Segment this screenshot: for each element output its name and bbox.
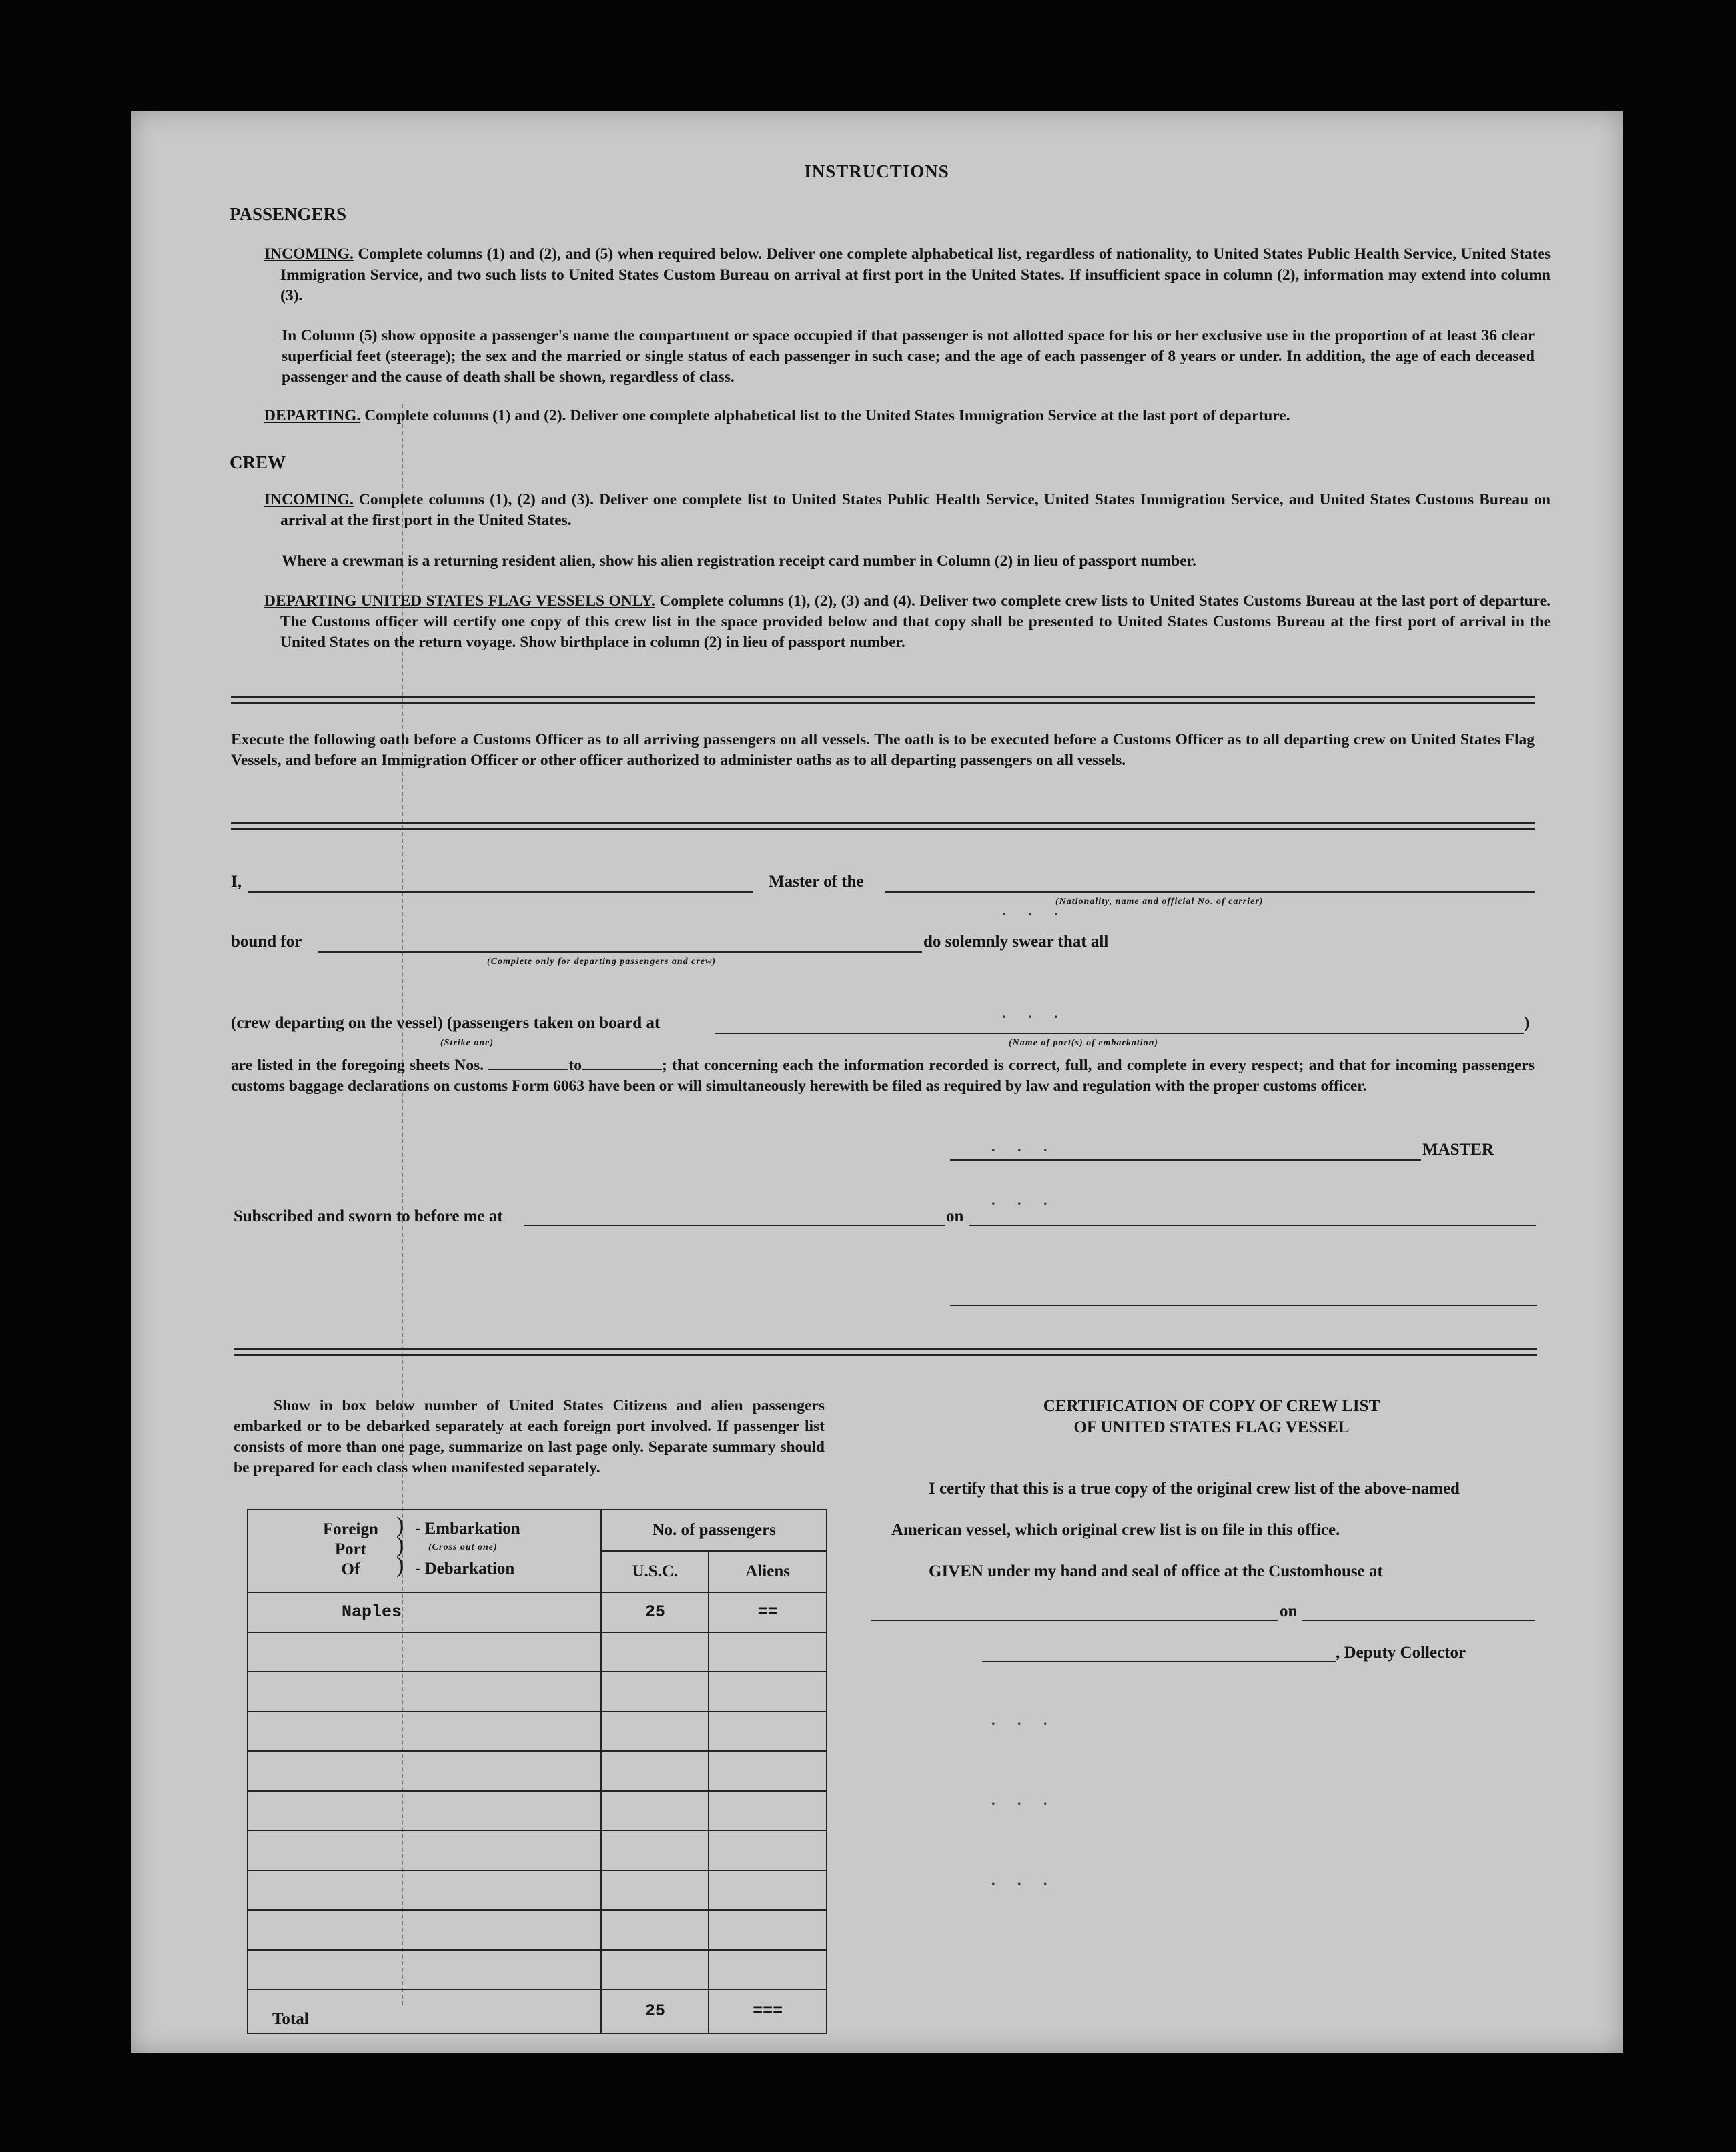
oath-i-label: I, <box>231 873 242 891</box>
subscribed-date-field[interactable] <box>969 1225 1536 1226</box>
certification-heading <box>958 1396 1465 1438</box>
deputy-signature-field[interactable] <box>982 1661 1336 1662</box>
total-row <box>248 1989 827 2033</box>
total-label: Total <box>248 1989 601 2033</box>
passengers-departing-paragraph <box>264 406 1535 426</box>
scan-dots: . . . <box>991 1792 1057 1808</box>
crew-incoming-paragraph <box>264 490 1551 531</box>
debarkation-label: - Debarkation <box>415 1560 515 1578</box>
port-cell[interactable] <box>248 1632 601 1672</box>
summary-intro: Show in box below number of United States Citizens and alien passengers embarked or to be debarked separately at each foreign port involved. If passenger list consists of more than one page, summarize on last page only. Separate summary should be prepared for each class when manifested separately. <box>234 1397 825 1476</box>
master-of-label: Master of the <box>769 873 864 891</box>
bound-for-label: bound for <box>231 933 302 951</box>
form-sheet <box>131 111 1623 2053</box>
port-cell[interactable] <box>248 1870 601 1911</box>
usc-cell[interactable] <box>601 1632 709 1672</box>
scan-dots: . . . <box>1002 1005 1067 1021</box>
subscribed-on-label: on <box>946 1207 964 1225</box>
aliens-header: Aliens <box>709 1551 827 1592</box>
col-port-line1: Foreign <box>323 1520 378 1538</box>
usc-cell[interactable]: 25 <box>601 1592 709 1632</box>
crew-resident-paragraph: Where a crewman is a returning resident alien, show his alien registration receipt card number in Column (2) in lieu of passport number. <box>282 552 1196 570</box>
port-cell[interactable] <box>248 1751 601 1791</box>
table-row <box>248 1830 827 1870</box>
given-label: GIVEN under my hand and seal of office at the Customhouse at <box>929 1562 1383 1580</box>
scan-dots: . . . <box>991 1712 1057 1728</box>
passengers-incoming-text: Complete columns (1) and (2), and (5) when required below. Deliver one complete alphabetical list, regardless of nationality, to United States Public Health Service, United States Immigration Service, and two such lists to United States Custom Bureau on arrival at first port in the United States. If insufficient space in column (2), information may extend into column (3). <box>280 245 1551 304</box>
sheet-to-field[interactable] <box>582 1069 662 1070</box>
master-label: MASTER <box>1422 1141 1494 1159</box>
port-cell[interactable] <box>248 1910 601 1950</box>
aliens-cell[interactable] <box>709 1672 827 1712</box>
aliens-cell[interactable]: == <box>709 1592 827 1632</box>
usc-cell[interactable] <box>601 1712 709 1752</box>
embarkation-label: - Embarkation <box>415 1520 520 1538</box>
passengers-heading: PASSENGERS <box>230 204 347 224</box>
close-paren: ) <box>1524 1014 1530 1032</box>
crew-departing-paragraph <box>264 591 1551 653</box>
port-caption: (Name of port(s) of embarkation) <box>1009 1038 1159 1048</box>
table-row <box>248 1712 827 1752</box>
crew-incoming-label: INCOMING. <box>264 491 354 508</box>
cross-out-caption: (Cross out one) <box>428 1542 498 1552</box>
officer-signature-field[interactable] <box>950 1305 1537 1306</box>
master-signature-field[interactable] <box>950 1159 1421 1161</box>
aliens-cell[interactable] <box>709 1791 827 1831</box>
certification-heading-line1: CERTIFICATION OF COPY OF CREW LIST <box>1043 1397 1380 1415</box>
page-title: INSTRUCTIONS <box>804 161 949 181</box>
passengers-column5-paragraph: In Column (5) show opposite a passenger's name the compartment or space occupied if that passenger is not allotted space for his or her exclusive use in the proportion of at least 36 clear superficial feet (steerage); the sex and the married or single status of each passenger in such case; and the age of each passenger of 8 years or under. In addition, the age of each deceased passenger and the cause of death shall be shown, regardless of class. <box>282 327 1535 386</box>
table-row <box>248 1632 827 1672</box>
usc-cell[interactable] <box>601 1672 709 1712</box>
aliens-cell[interactable] <box>709 1751 827 1791</box>
table-row <box>248 1910 827 1950</box>
swear-label: do solemnly swear that all <box>923 933 1109 951</box>
aliens-cell[interactable] <box>709 1950 827 1990</box>
aliens-cell[interactable] <box>709 1870 827 1911</box>
table-row <box>248 1751 827 1791</box>
passengers-incoming-paragraph <box>264 244 1551 306</box>
usc-header: U.S.C. <box>601 1551 709 1592</box>
given-date-field[interactable] <box>1302 1620 1535 1621</box>
table-row <box>248 1950 827 1990</box>
aliens-cell[interactable] <box>709 1632 827 1672</box>
embarkation-port-field[interactable] <box>715 1033 1524 1034</box>
table-row <box>248 1592 827 1632</box>
crew-heading: CREW <box>230 452 286 472</box>
listed-pre: are listed in the foregoing sheets Nos. <box>231 1057 484 1074</box>
port-cell[interactable] <box>248 1950 601 1990</box>
aliens-cell[interactable] <box>709 1712 827 1752</box>
crew-departing-label: DEPARTING UNITED STATES FLAG VESSELS ONLY. <box>264 592 655 610</box>
crew-departing-text: Complete columns (1), (2), (3) and (4). Deliver two complete crew lists to United States Customs Bureau at the last port of departure. The Customs officer will certify one copy of this crew list in the space provided below and that copy shall be presented to United States Customs Bureau at the first port of arrival in the United States on the return voyage. Show birthplace in column (2) in lieu of passport number. <box>280 592 1551 651</box>
certify-line1: I certify that this is a true copy of the original crew list of the above-named <box>929 1480 1460 1498</box>
deputy-collector-label: , Deputy Collector <box>1336 1644 1466 1662</box>
usc-cell[interactable] <box>601 1751 709 1791</box>
usc-cell[interactable] <box>601 1910 709 1950</box>
aliens-cell[interactable] <box>709 1830 827 1870</box>
subscribed-label: Subscribed and sworn to before me at <box>234 1207 503 1225</box>
usc-cell[interactable] <box>601 1791 709 1831</box>
col-port-line2: Port <box>334 1540 367 1558</box>
strike-one-caption: (Strike one) <box>440 1038 494 1048</box>
listed-to: to <box>568 1057 582 1074</box>
table-row <box>248 1791 827 1831</box>
aliens-cell[interactable] <box>709 1910 827 1950</box>
bound-for-field[interactable] <box>318 951 922 953</box>
carrier-field[interactable] <box>885 891 1535 893</box>
passengers-incoming-label: INCOMING. <box>264 245 354 263</box>
port-cell[interactable]: Naples <box>248 1592 601 1632</box>
passengers-departing-label: DEPARTING. <box>264 407 361 424</box>
port-cell[interactable] <box>248 1672 601 1712</box>
subscribed-place-field[interactable] <box>524 1225 945 1226</box>
table-row <box>248 1672 827 1712</box>
table-row <box>248 1870 827 1911</box>
passengers-departing-text: Complete columns (1) and (2). Deliver one complete alphabetical list to the United States Immigration Service at the last port of departure. <box>364 407 1290 424</box>
section-divider-1 <box>231 696 1535 704</box>
scan-dots: . . . <box>991 1138 1057 1155</box>
certification-heading-line2: OF UNITED STATES FLAG VESSEL <box>1073 1418 1350 1436</box>
brace-icon: ) ) ) <box>396 1513 404 1578</box>
passenger-summary-table <box>247 1509 827 2034</box>
total-aliens[interactable]: === <box>709 1989 827 2033</box>
given-on-label: on <box>1280 1602 1298 1620</box>
sheet-from-field[interactable] <box>488 1069 568 1070</box>
port-header-cell <box>248 1510 601 1592</box>
no-passengers-header: No. of passengers <box>601 1510 827 1551</box>
scan-dots: . . . <box>991 1872 1057 1889</box>
certify-line2: American vessel, which original crew list is on file in this office. <box>891 1521 1340 1539</box>
section-divider-2 <box>231 822 1535 830</box>
crew-departing-label: (crew departing on the vessel) (passengers taken on board at <box>231 1014 661 1032</box>
scan-dots: . . . <box>991 1191 1057 1208</box>
section-divider-3 <box>234 1348 1537 1356</box>
listed-paragraph <box>231 1055 1535 1097</box>
scan-dots: . . . <box>1002 902 1067 919</box>
usc-cell[interactable] <box>601 1950 709 1990</box>
port-cell[interactable] <box>248 1791 601 1831</box>
oath-intro: Execute the following oath before a Customs Officer as to all arriving passengers on all vessels. The oath is to be executed before a Customs Officer as to all departing crew on United States Flag Vessels, and before an Immigration Officer or other officer authorized to administer oaths as to all departing passengers on all vessels. <box>231 731 1535 769</box>
crew-incoming-text: Complete columns (1), (2) and (3). Deliver one complete list to United States Public Health Service, United States Immigration Service, and United States Customs Bureau on arrival at the first port in the United States. <box>280 491 1551 529</box>
complete-only-caption: (Complete only for departing passengers and crew) <box>487 957 716 967</box>
total-usc[interactable]: 25 <box>601 1989 709 2033</box>
listed-post: ; that concerning each the information recorded is correct, full, and complete in every respect; and that for incoming passengers customs baggage declarations on customs Form 6063 have been or will simultaneously herewith be filed as required by law and regulation with the proper customs officer. <box>231 1057 1535 1095</box>
port-cell[interactable] <box>248 1830 601 1870</box>
usc-cell[interactable] <box>601 1870 709 1911</box>
nationality-caption: (Nationality, name and official No. of carrier) <box>1055 897 1264 907</box>
customhouse-field[interactable] <box>871 1620 1278 1621</box>
col-port-line3: Of <box>341 1560 360 1578</box>
port-cell[interactable] <box>248 1712 601 1752</box>
master-name-field[interactable] <box>248 891 753 893</box>
usc-cell[interactable] <box>601 1830 709 1870</box>
